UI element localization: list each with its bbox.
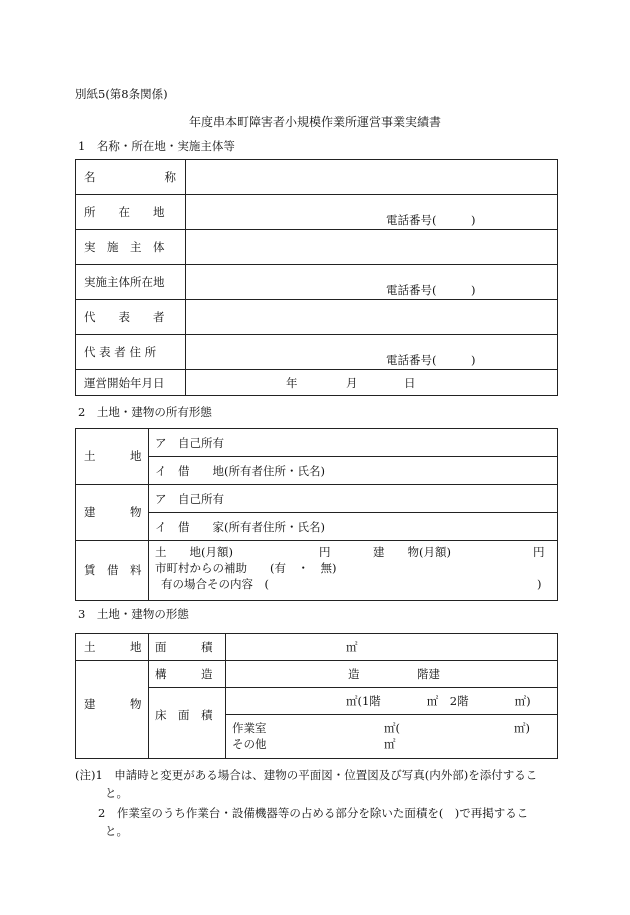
yen-unit: 円: [319, 545, 331, 559]
name-field[interactable]: [186, 160, 558, 195]
address-field[interactable]: [186, 195, 558, 230]
structure-label: 構 造: [155, 667, 213, 681]
section2-heading: 2 土地・建物の所有形態: [78, 405, 212, 419]
label-cell: [76, 370, 186, 396]
section1-heading: 1 名称・所在地・実施主体等: [78, 139, 235, 153]
operator-field[interactable]: [186, 230, 558, 265]
section1-table: [75, 159, 558, 396]
option-text: イ 借 家(所有者住所・氏名): [155, 520, 325, 534]
building-label: 建 物: [84, 697, 142, 711]
section3-table: [75, 633, 558, 759]
start-date-label: 運営開始年月日: [84, 376, 165, 390]
representative-address-field[interactable]: [186, 335, 558, 370]
phone-label: 電話番号( ): [386, 213, 476, 227]
land-label-cell: [76, 634, 149, 661]
month-label: 月: [346, 376, 358, 390]
structure-label-cell: [149, 661, 226, 688]
building-label-cell: [76, 485, 149, 541]
section2-table: [75, 428, 558, 601]
workroom-label: 作業室: [232, 721, 267, 735]
floor-area-label: 床 面 積: [155, 708, 213, 722]
subsidy-detail-label: 有の場合その内容 (: [161, 577, 269, 591]
land-area-field[interactable]: [226, 634, 558, 661]
option-text: ア 自己所有: [155, 492, 224, 506]
note-2-line: 2 作業室のうち作業台・設備機器等の占める部分を除いた面積を( )で再掲するこ: [98, 806, 529, 820]
floor-area-field[interactable]: [226, 688, 558, 715]
representative-address-label: 代 表 者 住 所: [84, 345, 157, 359]
label-cell: [76, 160, 186, 195]
label-cell: [76, 230, 186, 265]
option-text: イ 借 地(所有者住所・氏名): [155, 464, 325, 478]
year-label: 年: [286, 376, 298, 390]
operator-address-field[interactable]: [186, 265, 558, 300]
document-title: 年度串本町障害者小規模作業所運営事業実績書: [188, 115, 441, 129]
label-cell: [76, 335, 186, 370]
other-label: その他: [232, 737, 267, 751]
floor-area-breakdown: ㎡(1階 ㎡ 2階 ㎡): [346, 694, 531, 708]
name-label: 名 称: [84, 170, 176, 184]
yen-unit: 円: [533, 545, 545, 559]
note-1-line: (注)1 申請時と変更がある場合は、建物の平面図・位置図及び写真(内外部)を添付するこ: [75, 768, 538, 782]
rent-label: 賃 借 料: [84, 563, 142, 577]
operator-address-label: 実施主体所在地: [84, 275, 165, 289]
workroom-close: ㎡): [514, 721, 530, 735]
building-lease-option[interactable]: [149, 513, 558, 541]
annex-label: 別紙5(第8条関係): [75, 87, 168, 101]
land-own-option[interactable]: [149, 429, 558, 457]
floor-area-label-cell: [149, 688, 226, 759]
land-label-cell: [76, 429, 149, 485]
note-2-cont: と。: [105, 824, 128, 838]
representative-label: 代 表 者: [84, 310, 165, 324]
rent-building-label: 建 物(月額): [373, 545, 451, 559]
land-label: 土 地: [84, 640, 142, 654]
rent-land-label: 土 地(月額): [155, 545, 233, 559]
other-value: ㎡: [384, 737, 396, 751]
area-label: 面 積: [155, 640, 213, 654]
label-cell: [76, 300, 186, 335]
section3-heading: 3 土地・建物の形態: [78, 607, 189, 621]
day-label: 日: [404, 376, 416, 390]
workroom-value: ㎡(: [384, 721, 400, 735]
structure-field[interactable]: [226, 661, 558, 688]
phone-label: 電話番号( ): [386, 283, 476, 297]
area-label-cell: [149, 634, 226, 661]
label-cell: [76, 195, 186, 230]
building-label-cell: [76, 661, 149, 759]
rent-field[interactable]: [149, 541, 558, 601]
structure-value: 造 階建: [348, 667, 440, 681]
paren-close: ): [537, 577, 542, 591]
option-text: ア 自己所有: [155, 436, 224, 450]
room-area-field[interactable]: [226, 715, 558, 759]
sqm-unit: ㎡: [346, 640, 358, 654]
building-ownership-label: 建 物: [84, 505, 142, 519]
address-label: 所 在 地: [84, 205, 165, 219]
note-1: [75, 766, 537, 802]
land-ownership-label: 土 地: [84, 449, 142, 463]
label-cell: [76, 265, 186, 300]
rent-label-cell: [76, 541, 149, 601]
building-own-option[interactable]: [149, 485, 558, 513]
operator-label: 実 施 主 体: [84, 240, 165, 254]
start-date-field[interactable]: [186, 370, 558, 396]
note-2: [98, 804, 528, 840]
subsidy-label: 市町村からの補助 (有 ・ 無): [155, 561, 337, 575]
representative-field[interactable]: [186, 300, 558, 335]
land-lease-option[interactable]: [149, 457, 558, 485]
note-1-cont: と。: [105, 786, 128, 800]
phone-label: 電話番号( ): [386, 353, 476, 367]
